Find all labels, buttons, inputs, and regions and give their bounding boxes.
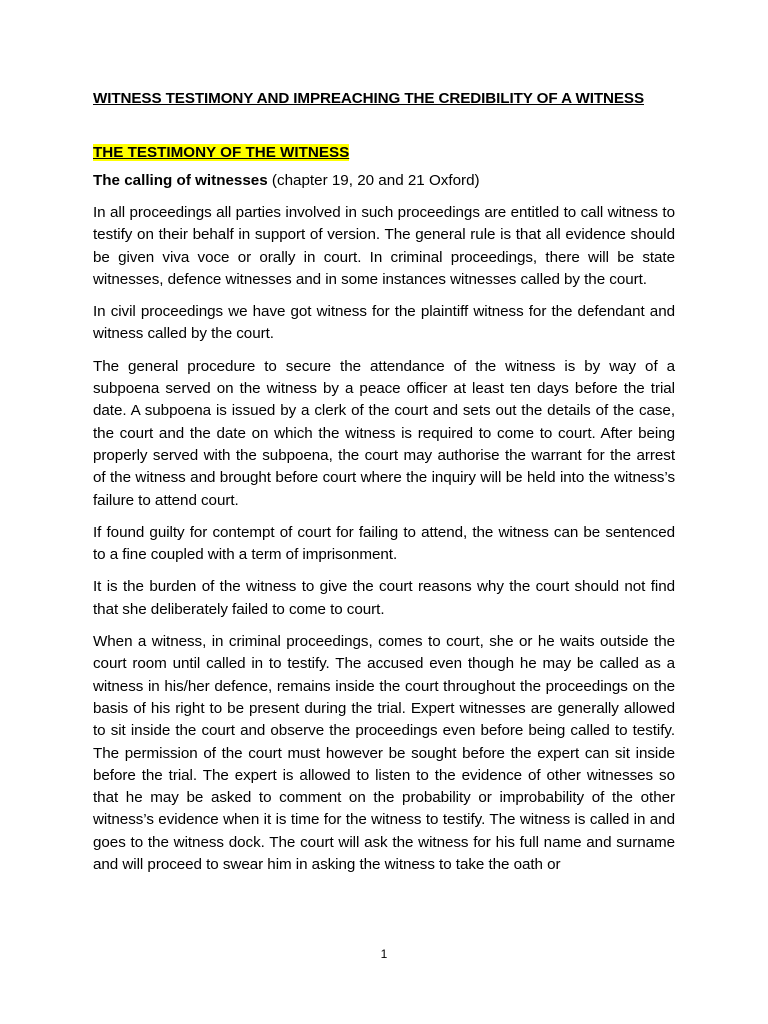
paragraph-right-to-call-witnesses: In all proceedings all parties involved in such proceedings are entitled to call witness to testify on their behalf in support of version. The general rule is that all evidence should be given viva voce or orally in court. In criminal proceedings, there will be state witnesses, defence witnesses and in some instances witnesses called by the court.: [93, 204, 675, 288]
paragraph-subpoena-procedure: The general procedure to secure the attendance of the witness is by way of a subpoena served on the witness by a peace officer at least ten days before the trial date. A subpoena is issued by a clerk of the court and sets out the details of the case, the court and the date on which the witness is required to come to court. After being properly served with the subpoena, the court may authorise the warrant for the arrest of the witness and brought before court where the inquiry will be held into the witness’s failure to attend court.: [93, 357, 675, 509]
section-heading: [93, 142, 675, 164]
paragraph-civil-proceedings: In civil proceedings we have got witness for the plaintiff witness for the defendant and witness called by the court.: [93, 303, 675, 343]
paragraph-burden-of-witness: It is the burden of the witness to give the court reasons why the court should not find that she deliberately failed to come to court.: [93, 578, 675, 618]
page-number: 1: [380, 947, 388, 961]
document-title: WITNESS TESTIMONY AND IMPREACHING THE CREDIBILITY OF A WITNESS: [93, 90, 644, 107]
section-heading-highlight: THE TESTIMONY OF THE WITNESS: [93, 144, 350, 161]
subheading-reference-text: (chapter 19, 20 and 21 Oxford): [267, 172, 480, 189]
paragraph-contempt-of-court: If found guilty for contempt of court for failing to attend, the witness can be sentenced to a fine coupled with a term of imprisonment.: [93, 523, 675, 564]
subheading: [93, 170, 675, 192]
paragraph-witness-in-court: When a witness, in criminal proceedings, comes to court, she or he waits outside the court room until called in to testify. The accused even though he may be called as a witness in his/her defence, remains inside the court throughout the proceedings on the basis of his right to be present during the trial. Expert witnesses are generally allowed to sit inside the court and observe the proceedings even before being called to testify. The permission of the court must however be sought before the expert can sit inside before the trial. The expert is allowed to listen to the evidence of other witnesses so that he may be asked to comment on the probability or improbability of the other witness’s evidence when it is time for the witness to testify. The witness is called in and goes to the witness dock. The court will ask the witness for his full name and surname and will proceed to swear him in asking the witness to take the oath or: [93, 633, 675, 874]
subheading-bold-text: The calling of witnesses: [93, 172, 268, 189]
document-body: [93, 88, 675, 876]
